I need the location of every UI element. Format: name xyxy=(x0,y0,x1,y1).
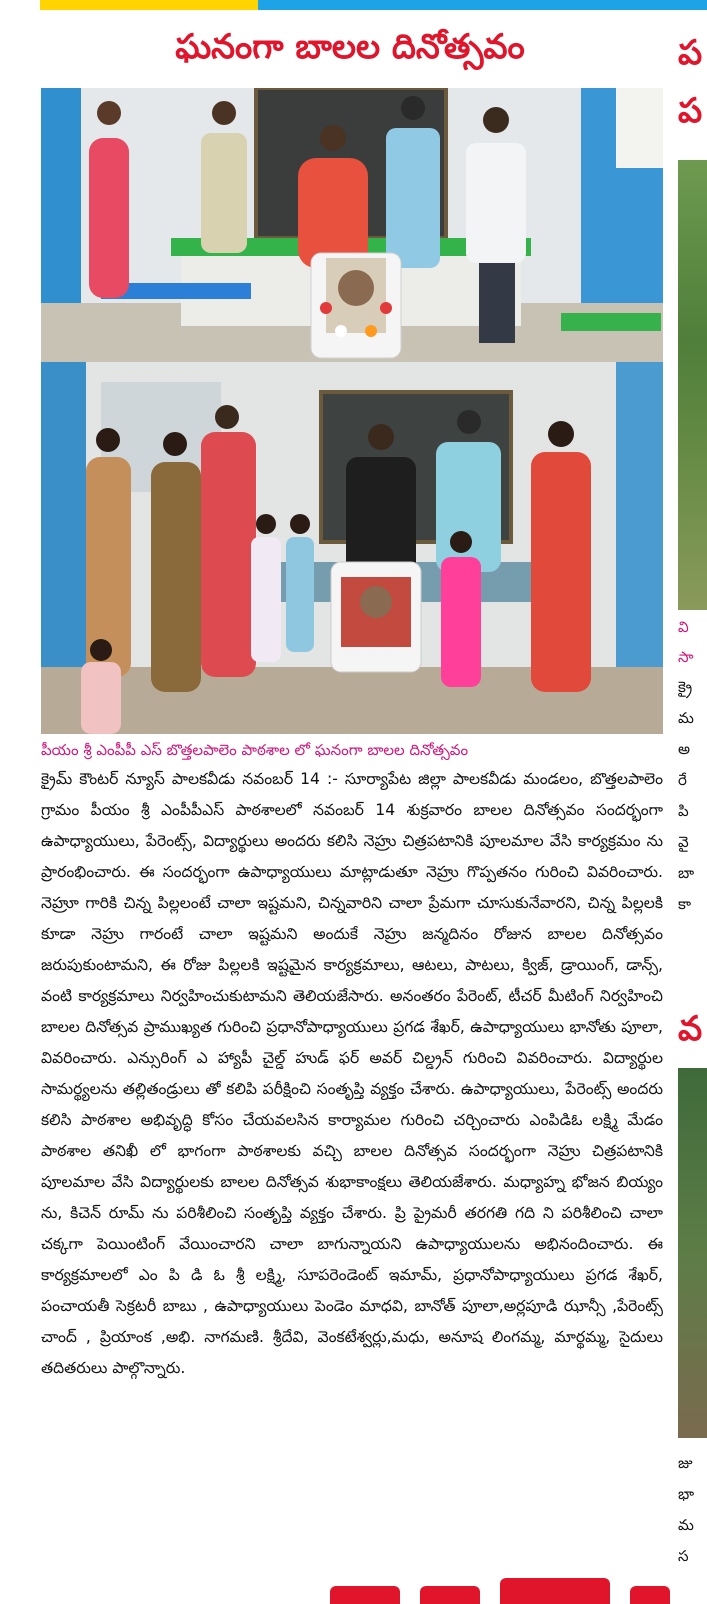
adjacent-text-line: వై xyxy=(678,833,689,851)
adjacent-text-line: బా xyxy=(678,864,695,882)
photo-1-illustration xyxy=(41,88,663,362)
photo-2-illustration xyxy=(41,362,663,734)
article-body: క్రైమ్ కౌంటర్ న్యూస్ పాలకవీడు నవంబర్ 14 :- సూర్యాపేట జిల్లా పాలకవీడు మండలం, బొత్తలపాలెం గ్రామం పీయం శ్రీ ఎంపీపీఎస్ పాఠశాలలో నవంబర్ 14 శుక్రవారం బాలల దినోత్సవం సందర్భంగా ఉపాధ్యాయులు, పేరెంట్స్, విద్యార్థులు అందరు కలిసి నెహ్రు చిత్రపటానికి పూలమాల వేసి కార్యక్రమం ను ప్రారంభించారు. ఈ సందర్భంగా ఉపాధ్యాయులు మాట్లాడుతూ నెహ్రు గొప్పతనం గురించి వివరించారు. నెహ్రూ గారికి చిన్న పిల్లలంటే చాలా ఇష్టమని, చిన్నవారిని చాలా ప్రేమగా చూసుకునేవారని, చిన్న పిల్లలకి కూడా నెహ్రు గారంటే చాలా ఇష్టమని అందుకే నెహ్రు జన్మదినం రోజున బాలల దినోత్సవం జరుపుకుంటామని, ఈ రోజు పిల్లలకి ఇష్టమైన కార్యక్రమాలు, ఆటలు, పాటలు, క్విజ్, డ్రాయింగ్, డాన్స్, వంటి కార్యక్రమాలు నిర్వహించుకుటామని తెలియజేసారు. అనంతరం పేరెంట్, టీచర్ మీటింగ్ నిర్వహించి బాలల దినోత్సవ ప్రాముఖ్యత గురించి ప్రధానోపాధ్యాయులు ప్రగడ శేఖర్, ఉపాధ్యాయులు భానోతు పూలా, వివరించారు. ఎన్సురింగ్ ఎ హ్యాపీ చైల్డ్ హుడ్ ఫర్ అవర్ చిల్డ్రన్ గురించి వివరించారు. విద్యార్థుల సామర్థ్యలను తల్లితండ్రులు తో కలిపి పరీక్షించి సంతృప్తి వ్యక్తం చేశారు. ఉపాధ్యాయులు, పేరెంట్స్ అందరు కలిసి పాఠశాల అభివృద్ధి కోసం చేయవలసిన కార్యామల గురించి చర్చించారు ఎంపిడిఓ లక్ష్మి మేడం పాఠశాల తనిఖీ లో భాగంగా పాఠశాలకు వచ్చి బాలల దినోత్సవ సందర్భంగా నెహ్రు చిత్రపటానికి పూలమాల వేసి విద్యార్థులకు బాలల దినోత్సవ శుభాకాంక్షలు తెలియజేశారు. మధ్యాహ్న భోజన బియ్యం ను, కిచెన్ రూమ్ ను పరిశీలించి సంతృప్తి వ్యక్తం చేశారు. ప్రి ప్రైమరీ తరగతి గది ని పరిశీలించి చాలా చక్కగా పెయింటింగ్ వేయించారని చాలా బాగున్నాయని ఉపాధ్యాయులను అభినందించారు. ఈ కార్యక్రమాలలో ఎం పి డి ఓ శ్రీ లక్ష్మి, సూపరెండెంట్ ఇమామ్, ప్రధానోపాధ్యాయులు ప్రగడ శేఖర్, పంచాయతీ సెక్రటరీ బాబు , ఉపాధ్యాయులు పెండెం మాధవి, బానోత్ పూలా,అర్లపూడి ఝాన్సీ ,పేరెంట్స్ చాంద్ , ప్రియాంక ,అభి. నాగమణి. శ్రీదేవి, వెంకటేశ్వర్లు,మధు, అనూష లింగమ్మ, మార్థమ్మ, సైదులు తదితరులు పాల్గొన్నారు. xyxy=(41,770,663,1377)
adjacent-text-line: పి xyxy=(678,802,689,820)
adjacent-text-line: రే xyxy=(678,771,687,789)
top-color-bar xyxy=(0,0,707,10)
adjacent-text-line: కా xyxy=(678,895,692,913)
cropped-glyph xyxy=(500,1578,610,1604)
cropped-glyph xyxy=(420,1586,480,1604)
adjacent-article-photo-1 xyxy=(678,160,707,610)
adjacent-text-line: క్రై xyxy=(678,678,693,696)
cropped-glyph xyxy=(330,1586,400,1604)
cropped-glyph xyxy=(630,1586,670,1604)
article-headline: ఘనంగా బాలల దినోత్సవం xyxy=(175,27,525,67)
adjacent-headline-fragment-1: ప xyxy=(678,33,703,73)
adjacent-text-line: స xyxy=(678,1547,689,1565)
adjacent-text-line: జు xyxy=(678,1454,693,1472)
article-photo-1 xyxy=(41,88,663,362)
adjacent-headline-fragment-2: ప xyxy=(678,91,703,131)
adjacent-article-headline-2: వ xyxy=(678,1009,703,1049)
adjacent-article-caption xyxy=(678,612,707,672)
adjacent-caption-line: సా xyxy=(678,648,694,666)
adjacent-text-line: భా xyxy=(678,1485,695,1503)
adjacent-caption-line: వి xyxy=(678,618,689,636)
adjacent-text-line: మ xyxy=(678,1516,694,1534)
adjacent-article-text-1 xyxy=(678,672,707,942)
next-article-headline-cropped xyxy=(330,1572,670,1604)
photo-caption: పీయం శ్రీ ఎంపీపీ ఎస్ బొత్తలపాలెం పాఠశాల లో ఘనంగా బాలల దినోత్సవం xyxy=(41,741,469,759)
adjacent-text-line: అ xyxy=(678,740,691,758)
top-bar-blue xyxy=(258,0,707,10)
top-bar-yellow xyxy=(40,0,258,10)
article-photo-2 xyxy=(41,362,663,734)
adjacent-text-line: మ xyxy=(678,709,694,727)
adjacent-article-text-2 xyxy=(678,1448,707,1604)
adjacent-article-photo-2 xyxy=(678,1068,707,1438)
adjacent-article-headline xyxy=(678,24,707,144)
